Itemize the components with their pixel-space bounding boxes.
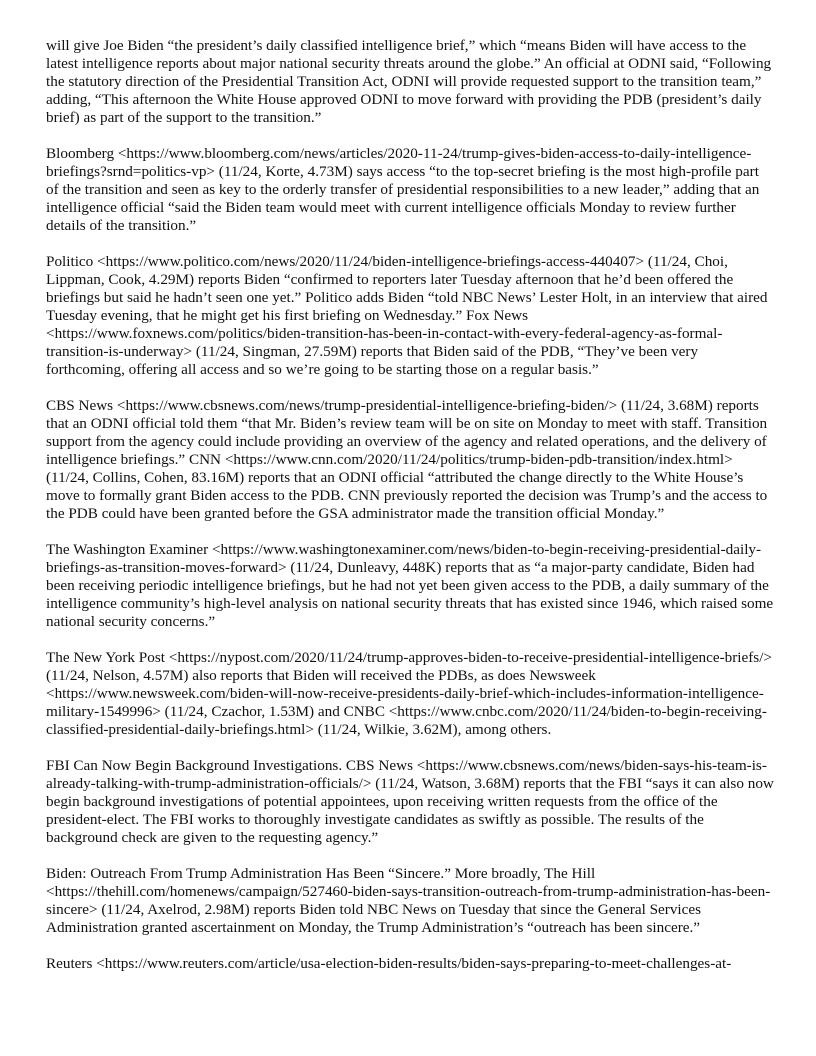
paragraph-odni-pdb: will give Joe Biden “the president’s daily classified intelligence brief,” which “means Biden will have access to the latest intelligence reports about major national security threats around the globe.” An official at ODNI said, “Following the statutory direction of the Presidential Transition Act, ODNI will provide requested support to the transition team,” adding, “This afternoon the White House approved ODNI to move forward with providing the PDB (president’s daily brief) as part of the support to the transition.”	[46, 37, 772, 126]
paragraph-the-hill-outreach: Biden: Outreach From Trump Administration Has Been “Sincere.” More broadly, The Hill <https://thehill.com/homenews/campaign/527460-biden-says-transition-outreach-from-trump-administration-has-been-sincere> (11/24, Axelrod, 2.98M) reports Biden told NBC News on Tuesday that since the General Services Administration granted ascertainment on Monday, the Trump Administration’s “outreach has been sincere.”	[46, 865, 771, 936]
paragraph-bloomberg: Bloomberg <https://www.bloomberg.com/news/articles/2020-11-24/trump-gives-biden-access-to-daily-intelligence-briefings?srnd=politics-vp> (11/24, Korte, 4.73M) says access “to the top-secret briefing is the most high-profile part of the transition and seen as key to the orderly transfer of presidential responsibilities to a new leader,” adding that an intelligence official “said the Biden team would meet with current intelligence officials Monday to review further details of the transition.”	[46, 145, 760, 234]
paragraph-reuters: Reuters <https://www.reuters.com/article/usa-election-biden-results/biden-says-preparing-to-meet-challenges-at-	[46, 955, 732, 972]
paragraph-politico-foxnews: Politico <https://www.politico.com/news/2020/11/24/biden-intelligence-briefings-access-440407> (11/24, Choi, Lippman, Cook, 4.29M) reports Biden “confirmed to reporters later Tuesday afternoon that he’d been offered the briefings but said he hadn’t seen one yet.” Politico adds Biden “told NBC News’ Lester Holt, in an interview that aired Tuesday evening, that he might get his first briefing on Wednesday.” Fox News <https://www.foxnews.com/politics/biden-transition-has-been-in-contact-with-every-federal-agency-as-formal-transition-is-underway> (11/24, Singman, 27.59M) reports that Biden said of the PDB, “They’ve been very forthcoming, offering all access and so we’re going to be starting those on a regular basis.”	[46, 253, 768, 378]
paragraph-washington-examiner: The Washington Examiner <https://www.washingtonexaminer.com/news/biden-to-begin-receiving-presidential-daily-briefings-as-transition-moves-forward> (11/24, Dunleavy, 448K) reports that as “a major-party candidate, Biden had been receiving periodic intelligence briefings, but he had not yet been given access to the PDB, a daily summary of the intelligence community’s high-level analysis on national security threats that has existed since 1946, which raised some national security concerns.”	[46, 541, 774, 630]
document-page	[46, 37, 774, 973]
paragraph-cbs-cnn: CBS News <https://www.cbsnews.com/news/trump-presidential-intelligence-briefing-biden/> (11/24, 3.68M) reports that an ODNI official told them “that Mr. Biden’s review team will be on site on Monday to meet with staff. Transition support from the agency could include providing an overview of the agency and related operations, and the delivery of intelligence briefings.” CNN <https://www.cnn.com/2020/11/24/politics/trump-biden-pdb-transition/index.html> (11/24, Collins, Cohen, 83.16M) reports that an ODNI official “attributed the change directly to the White House’s move to formally grant Biden access to the PDB. CNN previously reported the decision was Trump’s and the access to the PDB could have been granted before the GSA administrator made the transition official Monday.”	[46, 397, 768, 522]
paragraph-fbi-background: FBI Can Now Begin Background Investigations. CBS News <https://www.cbsnews.com/news/biden-says-his-team-is-already-talking-with-trump-administration-officials/> (11/24, Watson, 3.68M) reports that the FBI “says it can also now begin background investigations of potential appointees, upon receiving written requests from the office of the president-elect. The FBI works to thoroughly investigate candidates as swiftly as possible. The results of the background check are given to the requesting agency.”	[46, 757, 774, 846]
paragraph-nypost-newsweek-cnbc: The New York Post <https://nypost.com/2020/11/24/trump-approves-biden-to-receive-presidential-intelligence-briefs/> (11/24, Nelson, 4.57M) also reports that Biden will received the PDBs, as does Newsweek <https://www.newsweek.com/biden-will-now-receive-presidents-daily-brief-which-includes-information-intelligence-military-1549996> (11/24, Czachor, 1.53M) and CNBC <https://www.cnbc.com/2020/11/24/biden-to-begin-receiving-classified-presidential-daily-briefings.html> (11/24, Wilkie, 3.62M), among others.	[46, 649, 773, 738]
